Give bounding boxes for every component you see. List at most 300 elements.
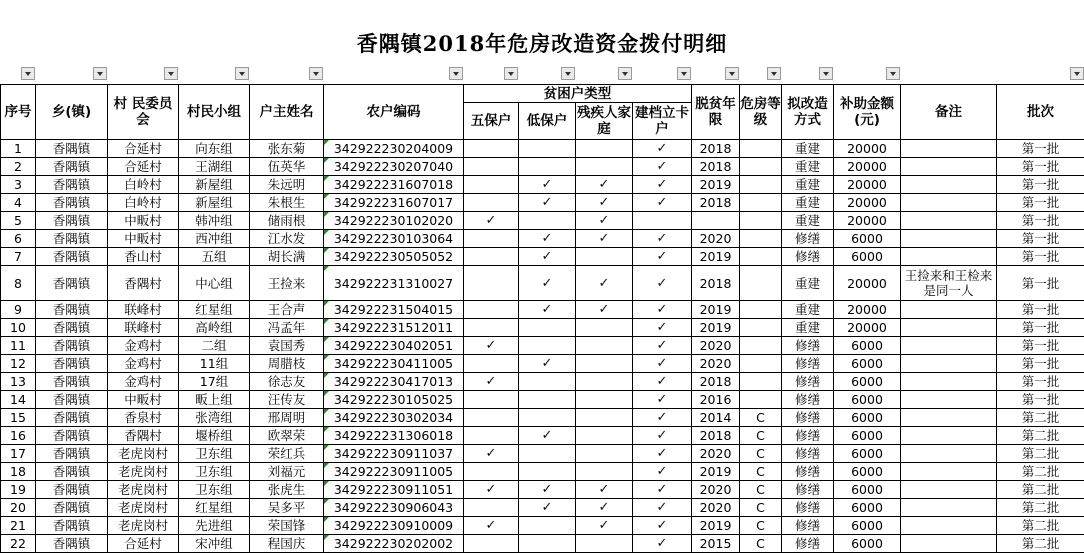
village-cell[interactable]: 香隅村 [108, 427, 179, 445]
method-cell[interactable]: 修缮 [782, 355, 834, 373]
group-cell[interactable]: 韩冲组 [179, 212, 250, 230]
batch-cell[interactable]: 第二批 [997, 499, 1084, 517]
card-check[interactable]: ✓ [633, 194, 692, 212]
household-code-cell[interactable]: 342922231607018 [324, 176, 464, 194]
filter-dropdown-icon[interactable] [618, 67, 632, 80]
head-name-cell[interactable]: 王捡来 [250, 266, 324, 301]
level-cell[interactable] [740, 194, 782, 212]
wubao-check[interactable] [464, 499, 519, 517]
disabled-check[interactable]: ✓ [576, 301, 633, 319]
subsidy-cell[interactable]: 6000 [834, 445, 901, 463]
disabled-check[interactable] [576, 463, 633, 481]
method-cell[interactable]: 重建 [782, 301, 834, 319]
exit-year-cell[interactable]: 2018 [692, 266, 740, 301]
subsidy-cell[interactable]: 20000 [834, 301, 901, 319]
method-cell[interactable]: 修缮 [782, 445, 834, 463]
village-cell[interactable]: 白岭村 [108, 176, 179, 194]
disabled-check[interactable]: ✓ [576, 212, 633, 230]
filter-dropdown-icon[interactable] [164, 67, 178, 80]
wubao-check[interactable] [464, 140, 519, 158]
household-code-cell[interactable]: 342922230411005 [324, 355, 464, 373]
household-code-cell[interactable]: 342922230911005 [324, 463, 464, 481]
group-cell[interactable]: 卫东组 [179, 463, 250, 481]
method-cell[interactable]: 重建 [782, 158, 834, 176]
batch-cell[interactable]: 第二批 [997, 481, 1084, 499]
disabled-check[interactable] [576, 445, 633, 463]
note-cell[interactable] [901, 158, 997, 176]
level-cell[interactable]: C [740, 463, 782, 481]
card-check[interactable]: ✓ [633, 140, 692, 158]
wubao-check[interactable]: ✓ [464, 212, 519, 230]
exit-year-cell[interactable]: 2020 [692, 499, 740, 517]
batch-cell[interactable]: 第一批 [997, 337, 1084, 355]
batch-cell[interactable]: 第二批 [997, 463, 1084, 481]
exit-year-cell[interactable]: 2018 [692, 140, 740, 158]
dibao-check[interactable] [519, 517, 576, 535]
township-cell[interactable]: 香隅镇 [36, 337, 108, 355]
level-cell[interactable] [740, 212, 782, 230]
method-cell[interactable]: 修缮 [782, 337, 834, 355]
batch-cell[interactable]: 第一批 [997, 301, 1084, 319]
wubao-check[interactable] [464, 266, 519, 301]
exit-year-cell[interactable] [692, 212, 740, 230]
card-check[interactable]: ✓ [633, 176, 692, 194]
filter-dropdown-icon[interactable] [561, 67, 575, 80]
household-code-cell[interactable]: 342922230204009 [324, 140, 464, 158]
seq-cell[interactable]: 10 [1, 319, 36, 337]
disabled-check[interactable] [576, 140, 633, 158]
exit-year-cell[interactable]: 2018 [692, 427, 740, 445]
subsidy-cell[interactable]: 6000 [834, 373, 901, 391]
head-name-cell[interactable]: 邢周明 [250, 409, 324, 427]
wubao-check[interactable] [464, 158, 519, 176]
batch-cell[interactable]: 第一批 [997, 266, 1084, 301]
filter-dropdown-icon[interactable] [235, 67, 249, 80]
subsidy-cell[interactable]: 6000 [834, 427, 901, 445]
subsidy-cell[interactable]: 20000 [834, 140, 901, 158]
card-check[interactable]: ✓ [633, 427, 692, 445]
card-check[interactable]: ✓ [633, 230, 692, 248]
dibao-check[interactable]: ✓ [519, 248, 576, 266]
village-cell[interactable]: 老虎岗村 [108, 463, 179, 481]
filter-dropdown-icon[interactable] [725, 67, 739, 80]
group-cell[interactable]: 卫东组 [179, 481, 250, 499]
filter-dropdown-icon[interactable] [21, 67, 35, 80]
seq-cell[interactable]: 3 [1, 176, 36, 194]
village-cell[interactable]: 香泉村 [108, 409, 179, 427]
seq-cell[interactable]: 8 [1, 266, 36, 301]
method-cell[interactable]: 重建 [782, 176, 834, 194]
head-name-cell[interactable]: 伍英华 [250, 158, 324, 176]
disabled-check[interactable] [576, 409, 633, 427]
disabled-check[interactable]: ✓ [576, 176, 633, 194]
disabled-check[interactable] [576, 427, 633, 445]
village-cell[interactable]: 合延村 [108, 535, 179, 553]
dibao-check[interactable]: ✓ [519, 301, 576, 319]
method-cell[interactable]: 重建 [782, 212, 834, 230]
wubao-check[interactable] [464, 355, 519, 373]
batch-cell[interactable]: 第一批 [997, 176, 1084, 194]
disabled-check[interactable] [576, 319, 633, 337]
subsidy-cell[interactable]: 6000 [834, 499, 901, 517]
dibao-check[interactable] [519, 337, 576, 355]
method-cell[interactable]: 修缮 [782, 248, 834, 266]
dibao-check[interactable]: ✓ [519, 176, 576, 194]
township-cell[interactable]: 香隅镇 [36, 212, 108, 230]
subsidy-cell[interactable]: 20000 [834, 158, 901, 176]
village-cell[interactable]: 白岭村 [108, 194, 179, 212]
card-check[interactable]: ✓ [633, 535, 692, 553]
township-cell[interactable]: 香隅镇 [36, 266, 108, 301]
head-name-cell[interactable]: 冯孟年 [250, 319, 324, 337]
household-code-cell[interactable]: 342922231310027 [324, 266, 464, 301]
head-name-cell[interactable]: 徐志友 [250, 373, 324, 391]
township-cell[interactable]: 香隅镇 [36, 373, 108, 391]
township-cell[interactable]: 香隅镇 [36, 176, 108, 194]
method-cell[interactable]: 修缮 [782, 517, 834, 535]
wubao-check[interactable] [464, 427, 519, 445]
township-cell[interactable]: 香隅镇 [36, 158, 108, 176]
disabled-check[interactable] [576, 248, 633, 266]
dibao-check[interactable] [519, 212, 576, 230]
exit-year-cell[interactable]: 2020 [692, 337, 740, 355]
head-name-cell[interactable]: 刘福元 [250, 463, 324, 481]
exit-year-cell[interactable]: 2019 [692, 319, 740, 337]
batch-cell[interactable]: 第一批 [997, 230, 1084, 248]
card-check[interactable]: ✓ [633, 355, 692, 373]
note-cell[interactable] [901, 355, 997, 373]
note-cell[interactable] [901, 535, 997, 553]
household-code-cell[interactable]: 342922231504015 [324, 301, 464, 319]
group-cell[interactable]: 堰桥组 [179, 427, 250, 445]
head-name-cell[interactable]: 程国庆 [250, 535, 324, 553]
method-cell[interactable]: 修缮 [782, 499, 834, 517]
filter-dropdown-icon[interactable] [449, 67, 463, 80]
level-cell[interactable] [740, 248, 782, 266]
wubao-check[interactable]: ✓ [464, 445, 519, 463]
household-code-cell[interactable]: 342922230302034 [324, 409, 464, 427]
village-cell[interactable]: 金鸡村 [108, 355, 179, 373]
township-cell[interactable]: 香隅镇 [36, 499, 108, 517]
method-cell[interactable]: 修缮 [782, 481, 834, 499]
seq-cell[interactable]: 6 [1, 230, 36, 248]
exit-year-cell[interactable]: 2019 [692, 301, 740, 319]
seq-cell[interactable]: 14 [1, 391, 36, 409]
village-cell[interactable]: 老虎岗村 [108, 517, 179, 535]
township-cell[interactable]: 香隅镇 [36, 319, 108, 337]
dibao-check[interactable] [519, 319, 576, 337]
group-cell[interactable]: 五组 [179, 248, 250, 266]
card-check[interactable]: ✓ [633, 301, 692, 319]
batch-cell[interactable]: 第一批 [997, 158, 1084, 176]
method-cell[interactable]: 重建 [782, 194, 834, 212]
level-cell[interactable]: C [740, 535, 782, 553]
group-cell[interactable]: 向东组 [179, 140, 250, 158]
wubao-check[interactable] [464, 391, 519, 409]
note-cell[interactable] [901, 194, 997, 212]
head-name-cell[interactable]: 储雨根 [250, 212, 324, 230]
dibao-check[interactable] [519, 140, 576, 158]
group-cell[interactable]: 高岭组 [179, 319, 250, 337]
dibao-check[interactable] [519, 373, 576, 391]
level-cell[interactable] [740, 301, 782, 319]
township-cell[interactable]: 香隅镇 [36, 230, 108, 248]
group-cell[interactable]: 红星组 [179, 301, 250, 319]
level-cell[interactable]: C [740, 445, 782, 463]
subsidy-cell[interactable]: 6000 [834, 391, 901, 409]
group-cell[interactable]: 新屋组 [179, 176, 250, 194]
seq-cell[interactable]: 1 [1, 140, 36, 158]
head-name-cell[interactable]: 吴多平 [250, 499, 324, 517]
method-cell[interactable]: 修缮 [782, 409, 834, 427]
village-cell[interactable]: 合延村 [108, 158, 179, 176]
household-code-cell[interactable]: 342922231607017 [324, 194, 464, 212]
filter-dropdown-icon[interactable] [504, 67, 518, 80]
township-cell[interactable]: 香隅镇 [36, 517, 108, 535]
card-check[interactable]: ✓ [633, 481, 692, 499]
wubao-check[interactable]: ✓ [464, 481, 519, 499]
dibao-check[interactable] [519, 445, 576, 463]
level-cell[interactable]: C [740, 517, 782, 535]
exit-year-cell[interactable]: 2020 [692, 230, 740, 248]
disabled-check[interactable]: ✓ [576, 194, 633, 212]
note-cell[interactable] [901, 391, 997, 409]
exit-year-cell[interactable]: 2019 [692, 463, 740, 481]
household-code-cell[interactable]: 342922230505052 [324, 248, 464, 266]
batch-cell[interactable]: 第一批 [997, 319, 1084, 337]
household-code-cell[interactable]: 342922230105025 [324, 391, 464, 409]
seq-cell[interactable]: 15 [1, 409, 36, 427]
note-cell[interactable] [901, 499, 997, 517]
card-check[interactable]: ✓ [633, 319, 692, 337]
card-check[interactable] [633, 212, 692, 230]
exit-year-cell[interactable]: 2019 [692, 517, 740, 535]
method-cell[interactable]: 修缮 [782, 391, 834, 409]
exit-year-cell[interactable]: 2019 [692, 248, 740, 266]
subsidy-cell[interactable]: 6000 [834, 337, 901, 355]
village-cell[interactable]: 中畈村 [108, 230, 179, 248]
dibao-check[interactable]: ✓ [519, 355, 576, 373]
township-cell[interactable]: 香隅镇 [36, 463, 108, 481]
exit-year-cell[interactable]: 2014 [692, 409, 740, 427]
seq-cell[interactable]: 4 [1, 194, 36, 212]
filter-dropdown-icon[interactable] [93, 67, 107, 80]
wubao-check[interactable] [464, 176, 519, 194]
exit-year-cell[interactable]: 2020 [692, 355, 740, 373]
note-cell[interactable] [901, 517, 997, 535]
level-cell[interactable] [740, 176, 782, 194]
head-name-cell[interactable]: 周腊枝 [250, 355, 324, 373]
note-cell[interactable] [901, 445, 997, 463]
head-name-cell[interactable]: 江水发 [250, 230, 324, 248]
level-cell[interactable]: C [740, 499, 782, 517]
group-cell[interactable]: 宋冲组 [179, 535, 250, 553]
dibao-check[interactable]: ✓ [519, 481, 576, 499]
batch-cell[interactable]: 第一批 [997, 373, 1084, 391]
filter-dropdown-icon[interactable] [886, 67, 900, 80]
batch-cell[interactable]: 第一批 [997, 248, 1084, 266]
group-cell[interactable]: 先进组 [179, 517, 250, 535]
batch-cell[interactable]: 第二批 [997, 517, 1084, 535]
township-cell[interactable]: 香隅镇 [36, 535, 108, 553]
household-code-cell[interactable]: 342922230207040 [324, 158, 464, 176]
filter-dropdown-icon[interactable] [819, 67, 833, 80]
seq-cell[interactable]: 17 [1, 445, 36, 463]
subsidy-cell[interactable]: 20000 [834, 194, 901, 212]
dibao-check[interactable]: ✓ [519, 499, 576, 517]
village-cell[interactable]: 合延村 [108, 140, 179, 158]
seq-cell[interactable]: 20 [1, 499, 36, 517]
wubao-check[interactable]: ✓ [464, 517, 519, 535]
batch-cell[interactable]: 第二批 [997, 445, 1084, 463]
exit-year-cell[interactable]: 2020 [692, 481, 740, 499]
dibao-check[interactable]: ✓ [519, 266, 576, 301]
group-cell[interactable]: 西冲组 [179, 230, 250, 248]
seq-cell[interactable]: 12 [1, 355, 36, 373]
card-check[interactable]: ✓ [633, 373, 692, 391]
township-cell[interactable]: 香隅镇 [36, 427, 108, 445]
disabled-check[interactable]: ✓ [576, 266, 633, 301]
seq-cell[interactable]: 22 [1, 535, 36, 553]
township-cell[interactable]: 香隅镇 [36, 355, 108, 373]
township-cell[interactable]: 香隅镇 [36, 140, 108, 158]
filter-dropdown-icon[interactable] [1070, 67, 1084, 80]
level-cell[interactable] [740, 373, 782, 391]
level-cell[interactable]: C [740, 481, 782, 499]
subsidy-cell[interactable]: 20000 [834, 212, 901, 230]
wubao-check[interactable] [464, 463, 519, 481]
note-cell[interactable] [901, 319, 997, 337]
village-cell[interactable]: 香隅村 [108, 266, 179, 301]
seq-cell[interactable]: 5 [1, 212, 36, 230]
disabled-check[interactable] [576, 373, 633, 391]
method-cell[interactable]: 修缮 [782, 427, 834, 445]
group-cell[interactable]: 新屋组 [179, 194, 250, 212]
head-name-cell[interactable]: 朱远明 [250, 176, 324, 194]
batch-cell[interactable]: 第二批 [997, 427, 1084, 445]
note-cell[interactable]: 王捡来和王检来是同一人 [901, 266, 997, 301]
level-cell[interactable] [740, 391, 782, 409]
dibao-check[interactable] [519, 409, 576, 427]
head-name-cell[interactable]: 欧翠荣 [250, 427, 324, 445]
seq-cell[interactable]: 11 [1, 337, 36, 355]
head-name-cell[interactable]: 汪传友 [250, 391, 324, 409]
dibao-check[interactable]: ✓ [519, 194, 576, 212]
subsidy-cell[interactable]: 6000 [834, 535, 901, 553]
method-cell[interactable]: 修缮 [782, 373, 834, 391]
exit-year-cell[interactable]: 2020 [692, 445, 740, 463]
village-cell[interactable]: 中畈村 [108, 212, 179, 230]
group-cell[interactable]: 11组 [179, 355, 250, 373]
method-cell[interactable]: 重建 [782, 266, 834, 301]
batch-cell[interactable]: 第一批 [997, 212, 1084, 230]
method-cell[interactable]: 重建 [782, 319, 834, 337]
subsidy-cell[interactable]: 6000 [834, 481, 901, 499]
card-check[interactable]: ✓ [633, 517, 692, 535]
card-check[interactable]: ✓ [633, 445, 692, 463]
head-name-cell[interactable]: 王合声 [250, 301, 324, 319]
filter-dropdown-icon[interactable] [677, 67, 691, 80]
disabled-check[interactable] [576, 337, 633, 355]
exit-year-cell[interactable]: 2015 [692, 535, 740, 553]
wubao-check[interactable] [464, 194, 519, 212]
level-cell[interactable] [740, 266, 782, 301]
dibao-check[interactable] [519, 391, 576, 409]
disabled-check[interactable]: ✓ [576, 481, 633, 499]
village-cell[interactable]: 联峰村 [108, 319, 179, 337]
household-code-cell[interactable]: 342922230402051 [324, 337, 464, 355]
household-code-cell[interactable]: 342922230417013 [324, 373, 464, 391]
filter-dropdown-icon[interactable] [767, 67, 781, 80]
group-cell[interactable]: 二组 [179, 337, 250, 355]
card-check[interactable]: ✓ [633, 463, 692, 481]
subsidy-cell[interactable]: 6000 [834, 248, 901, 266]
township-cell[interactable]: 香隅镇 [36, 248, 108, 266]
disabled-check[interactable] [576, 391, 633, 409]
group-cell[interactable]: 中心组 [179, 266, 250, 301]
household-code-cell[interactable]: 342922230910009 [324, 517, 464, 535]
card-check[interactable]: ✓ [633, 409, 692, 427]
note-cell[interactable] [901, 409, 997, 427]
subsidy-cell[interactable]: 6000 [834, 409, 901, 427]
level-cell[interactable] [740, 337, 782, 355]
group-cell[interactable]: 17组 [179, 373, 250, 391]
village-cell[interactable]: 老虎岗村 [108, 445, 179, 463]
batch-cell[interactable]: 第二批 [997, 409, 1084, 427]
level-cell[interactable] [740, 158, 782, 176]
head-name-cell[interactable]: 荣国锋 [250, 517, 324, 535]
township-cell[interactable]: 香隅镇 [36, 481, 108, 499]
head-name-cell[interactable]: 胡长满 [250, 248, 324, 266]
seq-cell[interactable]: 19 [1, 481, 36, 499]
exit-year-cell[interactable]: 2016 [692, 391, 740, 409]
wubao-check[interactable] [464, 409, 519, 427]
village-cell[interactable]: 香山村 [108, 248, 179, 266]
note-cell[interactable] [901, 337, 997, 355]
note-cell[interactable] [901, 373, 997, 391]
note-cell[interactable] [901, 248, 997, 266]
head-name-cell[interactable]: 张虎生 [250, 481, 324, 499]
method-cell[interactable]: 修缮 [782, 230, 834, 248]
seq-cell[interactable]: 18 [1, 463, 36, 481]
level-cell[interactable] [740, 319, 782, 337]
dibao-check[interactable]: ✓ [519, 230, 576, 248]
note-cell[interactable] [901, 212, 997, 230]
group-cell[interactable]: 卫东组 [179, 445, 250, 463]
dibao-check[interactable] [519, 158, 576, 176]
seq-cell[interactable]: 13 [1, 373, 36, 391]
head-name-cell[interactable]: 张东菊 [250, 140, 324, 158]
exit-year-cell[interactable]: 2018 [692, 194, 740, 212]
disabled-check[interactable] [576, 535, 633, 553]
note-cell[interactable] [901, 427, 997, 445]
card-check[interactable]: ✓ [633, 499, 692, 517]
wubao-check[interactable] [464, 301, 519, 319]
disabled-check[interactable] [576, 158, 633, 176]
group-cell[interactable]: 张湾组 [179, 409, 250, 427]
level-cell[interactable]: C [740, 409, 782, 427]
household-code-cell[interactable]: 342922231512011 [324, 319, 464, 337]
level-cell[interactable] [740, 355, 782, 373]
note-cell[interactable] [901, 176, 997, 194]
village-cell[interactable]: 中畈村 [108, 391, 179, 409]
note-cell[interactable] [901, 230, 997, 248]
card-check[interactable]: ✓ [633, 266, 692, 301]
level-cell[interactable] [740, 230, 782, 248]
wubao-check[interactable] [464, 535, 519, 553]
disabled-check[interactable]: ✓ [576, 230, 633, 248]
head-name-cell[interactable]: 朱根生 [250, 194, 324, 212]
